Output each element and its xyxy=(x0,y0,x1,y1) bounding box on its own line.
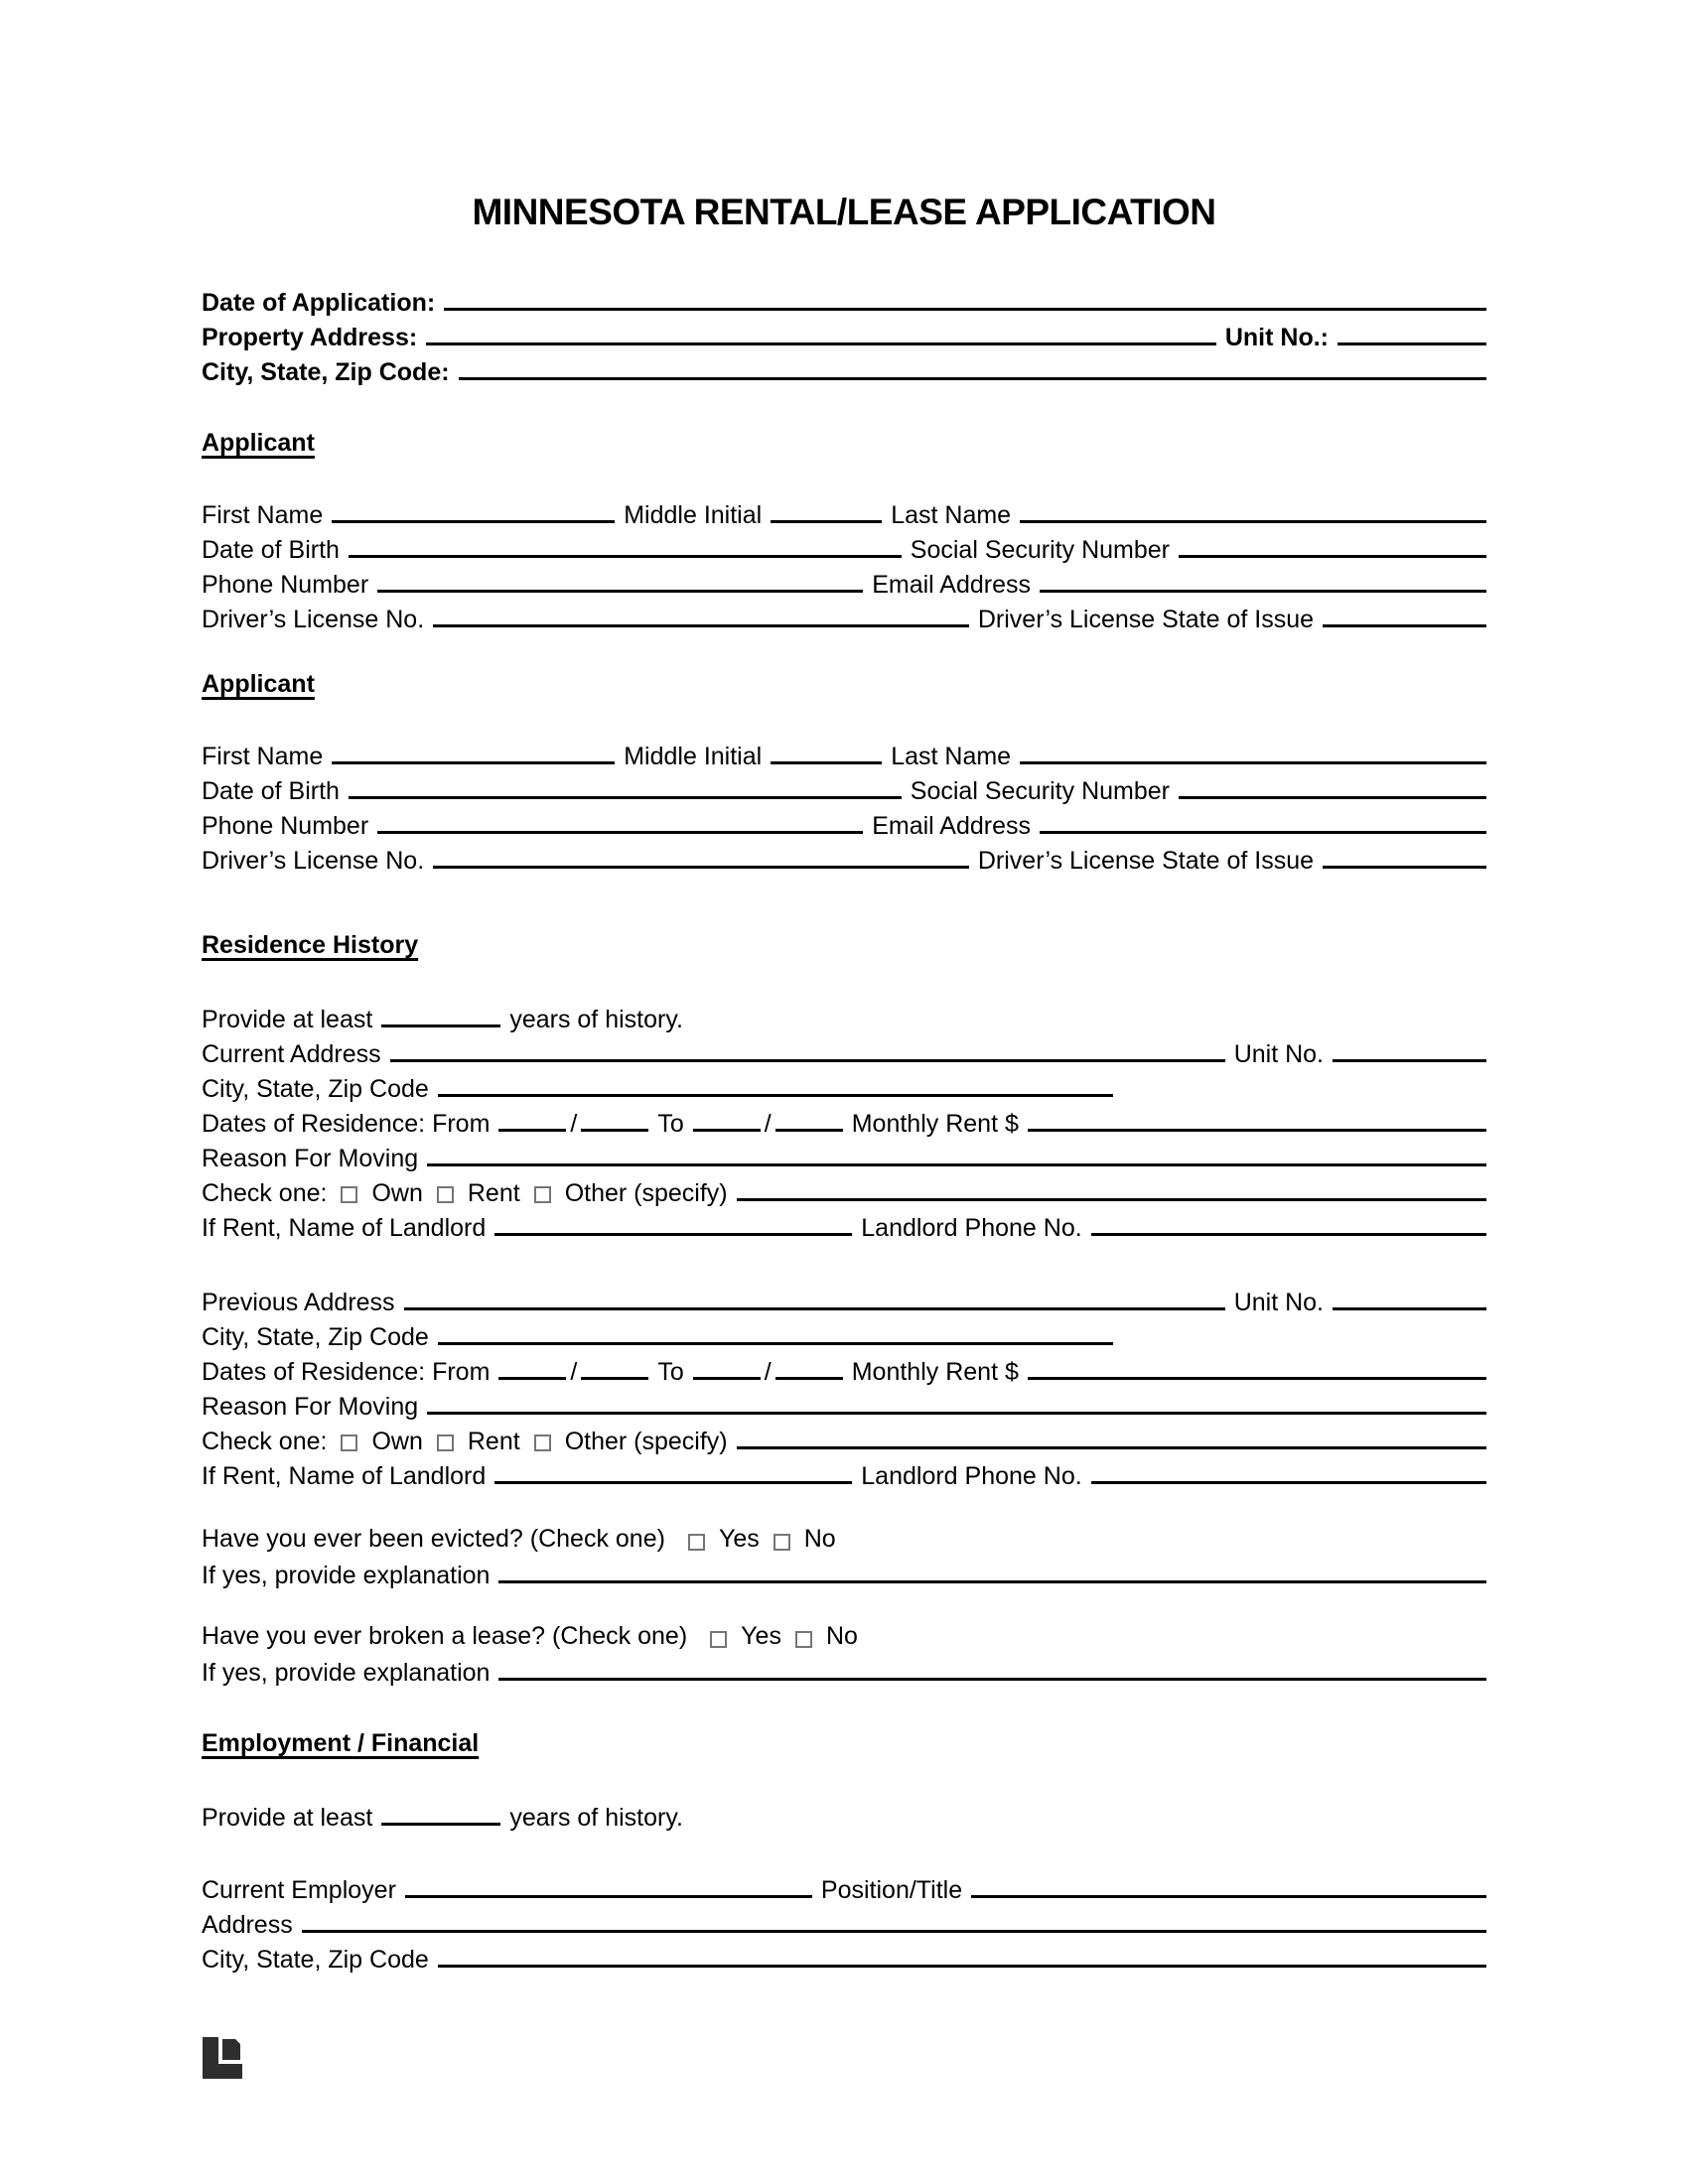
dob-ssn-row xyxy=(202,531,1486,566)
last-name-field[interactable] xyxy=(1020,738,1486,764)
dl-no-field[interactable] xyxy=(433,842,969,869)
current-employer-label: Current Employer xyxy=(202,1876,396,1904)
header-block xyxy=(202,284,1486,388)
city-state-zip-row xyxy=(202,1318,1486,1353)
city-state-zip-field[interactable] xyxy=(459,353,1486,380)
evicted-question-row xyxy=(202,1522,1486,1557)
dl-no-label: Driver’s License No. xyxy=(202,606,425,633)
dob-label: Date of Birth xyxy=(202,536,340,564)
other-specify-field[interactable] xyxy=(737,1174,1486,1201)
if-yes-label: If yes, provide explanation xyxy=(202,1562,491,1589)
slash: / xyxy=(570,1110,578,1138)
if-rent-label: If Rent, Name of Landlord xyxy=(202,1462,487,1490)
ssn-label: Social Security Number xyxy=(910,536,1170,564)
email-label: Email Address xyxy=(872,571,1031,599)
property-address-field[interactable] xyxy=(426,319,1216,345)
reason-for-moving-label: Reason For Moving xyxy=(202,1393,419,1421)
reason-for-moving-row xyxy=(202,1388,1486,1423)
applicant-section-2 xyxy=(202,667,1486,877)
slash: / xyxy=(764,1110,772,1138)
slash: / xyxy=(570,1358,578,1386)
dob-field[interactable] xyxy=(349,772,902,799)
current-employer-row xyxy=(202,1871,1486,1906)
check-one-row xyxy=(202,1174,1486,1209)
to-month-field[interactable] xyxy=(693,1353,761,1380)
name-row xyxy=(202,496,1486,531)
applicant-section-1 xyxy=(202,426,1486,635)
to-month-field[interactable] xyxy=(693,1105,761,1132)
drivers-license-row xyxy=(202,842,1486,877)
rent-label: Rent xyxy=(467,1428,520,1455)
city-state-zip-label: City, State, Zip Code xyxy=(202,1323,429,1351)
other-checkbox[interactable] xyxy=(534,1434,551,1451)
property-address-label: Property Address: xyxy=(202,324,418,351)
provide-suffix-label: years of history. xyxy=(509,1804,683,1832)
landlord-name-field[interactable] xyxy=(494,1457,852,1484)
rent-checkbox[interactable] xyxy=(437,1186,454,1203)
check-one-label: Check one: xyxy=(202,1179,328,1207)
phone-label: Phone Number xyxy=(202,812,369,840)
yes-label: Yes xyxy=(718,1525,760,1553)
years-of-history-field[interactable] xyxy=(381,1799,500,1826)
evicted-explanation-field[interactable] xyxy=(498,1557,1486,1583)
dob-label: Date of Birth xyxy=(202,777,340,805)
email-label: Email Address xyxy=(872,812,1031,840)
residence-history-heading: Residence History xyxy=(202,931,419,959)
if-rent-label: If Rent, Name of Landlord xyxy=(202,1214,487,1242)
no-label: No xyxy=(825,1622,858,1650)
middle-initial-field[interactable] xyxy=(771,738,882,764)
position-title-label: Position/Title xyxy=(820,1876,963,1904)
employer-city-field[interactable] xyxy=(438,1941,1486,1968)
name-row xyxy=(202,738,1486,772)
other-specify-field[interactable] xyxy=(737,1423,1486,1449)
first-name-label: First Name xyxy=(202,743,324,770)
lease-no-checkbox[interactable] xyxy=(795,1631,812,1648)
other-checkbox[interactable] xyxy=(534,1186,551,1203)
landlord-phone-field[interactable] xyxy=(1091,1209,1486,1236)
first-name-field[interactable] xyxy=(332,496,615,523)
dates-of-residence-row xyxy=(202,1105,1486,1140)
unit-no-label: Unit No.: xyxy=(1224,324,1329,351)
email-field[interactable] xyxy=(1040,807,1486,834)
legal-templates-logo-icon xyxy=(203,2036,242,2080)
employer-address-field[interactable] xyxy=(302,1906,1486,1933)
phone-field[interactable] xyxy=(377,807,863,834)
city-state-zip-label: City, State, Zip Code xyxy=(202,1946,429,1974)
address-label: Address xyxy=(202,1911,293,1939)
city-state-zip-label: City, State, Zip Code xyxy=(202,1075,429,1103)
first-name-field[interactable] xyxy=(332,738,615,764)
landlord-row xyxy=(202,1457,1486,1492)
if-yes-label: If yes, provide explanation xyxy=(202,1659,491,1687)
phone-label: Phone Number xyxy=(202,571,369,599)
monthly-rent-label: Monthly Rent $ xyxy=(851,1110,1019,1138)
applicant-heading: Applicant xyxy=(202,429,315,457)
check-one-row xyxy=(202,1423,1486,1457)
previous-address-block xyxy=(202,1284,1486,1492)
dates-of-residence-row xyxy=(202,1353,1486,1388)
date-of-application-label: Date of Application: xyxy=(202,289,436,317)
drivers-license-row xyxy=(202,601,1486,635)
previous-address-row xyxy=(202,1284,1486,1318)
employment-financial-heading: Employment / Financial xyxy=(202,1729,480,1757)
landlord-row xyxy=(202,1209,1486,1244)
applicant-heading: Applicant xyxy=(202,670,315,698)
last-name-label: Last Name xyxy=(891,501,1012,529)
yes-label: Yes xyxy=(741,1622,781,1650)
evicted-question-label: Have you ever been evicted? (Check one) xyxy=(202,1525,665,1553)
to-year-field[interactable] xyxy=(775,1105,843,1132)
provide-years-row xyxy=(202,1001,1486,1035)
employment-financial-section xyxy=(202,1726,1486,1976)
last-name-field[interactable] xyxy=(1020,496,1486,523)
check-one-label: Check one: xyxy=(202,1428,328,1455)
phone-field[interactable] xyxy=(377,566,863,593)
reason-for-moving-row xyxy=(202,1140,1486,1174)
landlord-phone-label: Landlord Phone No. xyxy=(861,1462,1082,1490)
other-label: Other (specify) xyxy=(564,1179,728,1207)
lease-question-row xyxy=(202,1619,1486,1654)
lease-explanation-row xyxy=(202,1654,1486,1689)
rent-label: Rent xyxy=(467,1179,520,1207)
city-state-zip-field[interactable] xyxy=(438,1318,1113,1345)
lease-yes-checkbox[interactable] xyxy=(710,1631,727,1648)
other-label: Other (specify) xyxy=(564,1428,728,1455)
ssn-field[interactable] xyxy=(1179,531,1486,558)
lease-question-label: Have you ever broken a lease? (Check one) xyxy=(202,1622,688,1650)
years-of-history-field[interactable] xyxy=(381,1001,500,1027)
reason-for-moving-label: Reason For Moving xyxy=(202,1145,419,1172)
dl-state-label: Driver’s License State of Issue xyxy=(977,606,1314,633)
form-title: MINNESOTA RENTAL/LEASE APPLICATION xyxy=(472,192,1216,232)
from-month-field[interactable] xyxy=(498,1353,566,1380)
position-title-field[interactable] xyxy=(971,1871,1486,1898)
to-label: To xyxy=(657,1110,684,1138)
date-of-application-row xyxy=(202,284,1486,319)
phone-email-row xyxy=(202,566,1486,601)
employer-address-row xyxy=(202,1906,1486,1941)
reason-for-moving-field[interactable] xyxy=(427,1388,1486,1415)
city-state-zip-row xyxy=(202,353,1486,388)
unit-no-field[interactable] xyxy=(1337,319,1486,345)
evicted-question-block xyxy=(202,1522,1486,1591)
phone-email-row xyxy=(202,807,1486,842)
provide-suffix-label: years of history. xyxy=(509,1006,683,1033)
reason-for-moving-field[interactable] xyxy=(427,1140,1486,1166)
dob-field[interactable] xyxy=(349,531,902,558)
landlord-name-field[interactable] xyxy=(494,1209,852,1236)
evicted-explanation-row xyxy=(202,1557,1486,1591)
landlord-phone-label: Landlord Phone No. xyxy=(861,1214,1082,1242)
from-month-field[interactable] xyxy=(498,1105,566,1132)
monthly-rent-label: Monthly Rent $ xyxy=(851,1358,1019,1386)
middle-initial-field[interactable] xyxy=(771,496,882,523)
city-state-zip-field[interactable] xyxy=(438,1070,1113,1097)
city-state-zip-label: City, State, Zip Code: xyxy=(202,358,450,386)
to-label: To xyxy=(657,1358,684,1386)
own-checkbox[interactable] xyxy=(341,1186,357,1203)
middle-initial-label: Middle Initial xyxy=(624,743,763,770)
provide-prefix-label: Provide at least xyxy=(202,1006,373,1033)
dl-no-label: Driver’s License No. xyxy=(202,847,425,875)
previous-address-field[interactable] xyxy=(404,1284,1225,1310)
provide-years-row xyxy=(202,1799,1486,1834)
monthly-rent-field[interactable] xyxy=(1028,1353,1486,1380)
first-name-label: First Name xyxy=(202,501,324,529)
current-employer-field[interactable] xyxy=(405,1871,812,1898)
unit-no-field[interactable] xyxy=(1333,1284,1486,1310)
dl-no-field[interactable] xyxy=(433,601,969,627)
from-year-field[interactable] xyxy=(581,1105,648,1132)
from-year-field[interactable] xyxy=(581,1353,648,1380)
rent-checkbox[interactable] xyxy=(437,1434,454,1451)
unit-no-label: Unit No. xyxy=(1233,1289,1324,1316)
property-address-row xyxy=(202,319,1486,353)
date-of-application-field[interactable] xyxy=(444,284,1486,311)
current-address-field[interactable] xyxy=(390,1035,1225,1062)
own-label: Own xyxy=(371,1428,423,1455)
unit-no-field[interactable] xyxy=(1333,1035,1486,1062)
own-label: Own xyxy=(371,1179,423,1207)
to-year-field[interactable] xyxy=(775,1353,843,1380)
email-field[interactable] xyxy=(1040,566,1486,593)
dates-from-label: Dates of Residence: From xyxy=(202,1110,491,1138)
form-content xyxy=(202,191,1486,1976)
ssn-label: Social Security Number xyxy=(910,777,1170,805)
provide-prefix-label: Provide at least xyxy=(202,1804,373,1832)
previous-address-label: Previous Address xyxy=(202,1289,395,1316)
dl-state-field[interactable] xyxy=(1323,601,1486,627)
middle-initial-label: Middle Initial xyxy=(624,501,763,529)
ssn-field[interactable] xyxy=(1179,772,1486,799)
employer-city-row xyxy=(202,1941,1486,1976)
city-state-zip-row xyxy=(202,1070,1486,1105)
dl-state-label: Driver’s License State of Issue xyxy=(977,847,1314,875)
lease-explanation-field[interactable] xyxy=(498,1654,1486,1681)
slash: / xyxy=(764,1358,772,1386)
lease-question-block xyxy=(202,1619,1486,1689)
evicted-no-checkbox[interactable] xyxy=(774,1534,790,1551)
current-address-label: Current Address xyxy=(202,1040,381,1068)
dob-ssn-row xyxy=(202,772,1486,807)
monthly-rent-field[interactable] xyxy=(1028,1105,1486,1132)
unit-no-label: Unit No. xyxy=(1233,1040,1324,1068)
residence-history-section xyxy=(202,928,1486,1689)
landlord-phone-field[interactable] xyxy=(1091,1457,1486,1484)
evicted-yes-checkbox[interactable] xyxy=(688,1534,705,1551)
dl-state-field[interactable] xyxy=(1323,842,1486,869)
no-label: No xyxy=(803,1525,836,1553)
dates-from-label: Dates of Residence: From xyxy=(202,1358,491,1386)
current-address-row xyxy=(202,1035,1486,1070)
own-checkbox[interactable] xyxy=(341,1434,357,1451)
employer-block xyxy=(202,1871,1486,1976)
last-name-label: Last Name xyxy=(891,743,1012,770)
